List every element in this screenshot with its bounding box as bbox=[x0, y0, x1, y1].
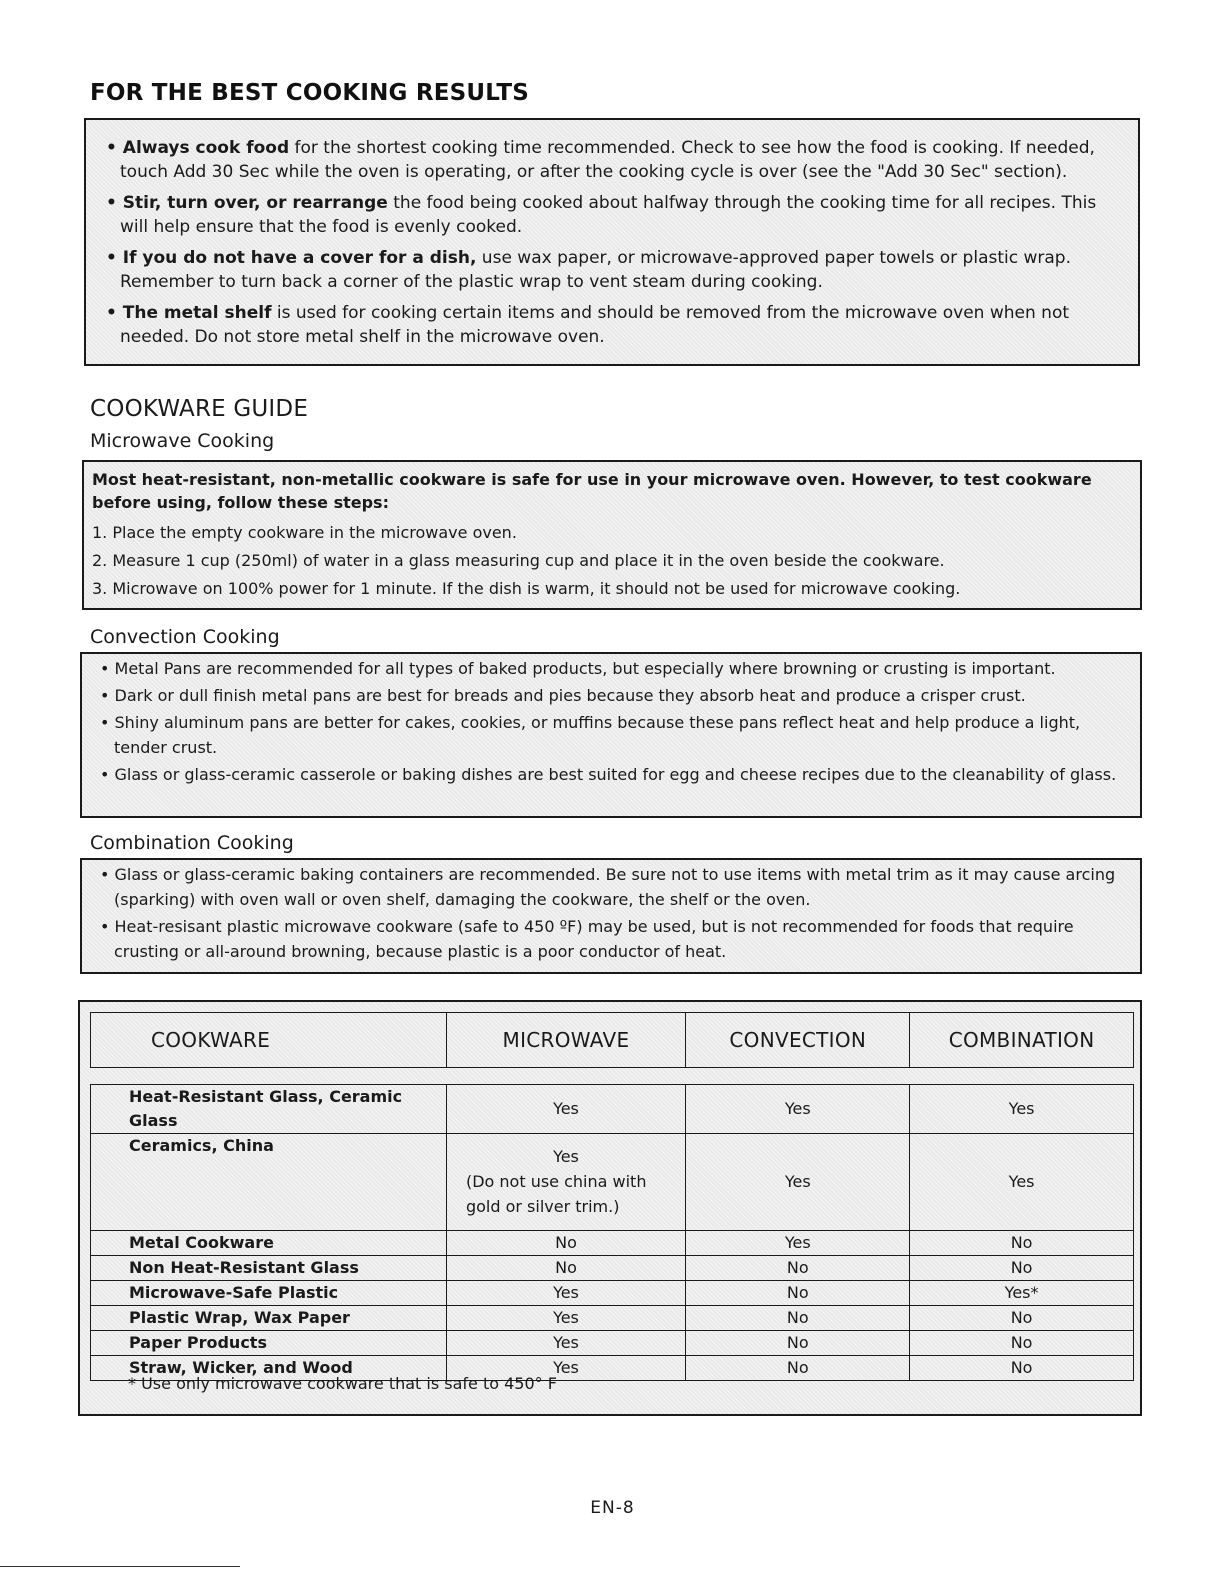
tip-text: is used for cooking certain items and should be removed from the microwave oven when not needed. Do not store metal shelf in the microwave oven. bbox=[120, 303, 1070, 347]
microwave-intro: Most heat-resistant, non-metallic cookware is safe for use in your microwave oven. However, to test cookware before using, follow these steps: bbox=[92, 470, 1092, 512]
test-step: 1. Place the empty cookware in the microwave oven. bbox=[92, 523, 517, 542]
tip-lead: • The metal shelf bbox=[106, 303, 272, 323]
table-spacer bbox=[91, 1068, 1134, 1085]
convection-item: • Dark or dull finish metal pans are best for breads and pies because they absorb heat and produce a crisper crust. bbox=[100, 686, 1026, 705]
convection-cell: No bbox=[686, 1306, 910, 1331]
table-row bbox=[91, 1134, 1134, 1231]
tip-text: the food being cooked about halfway through the cooking time for all recipes. This will help ensure that the food is evenly cooked. bbox=[120, 193, 1097, 237]
convection-list bbox=[100, 656, 1128, 787]
microwave-note: (Do not use china with gold or silver trim.) bbox=[465, 1172, 647, 1216]
convection-cell: Yes bbox=[686, 1134, 910, 1231]
cookware-cell: Ceramics, China bbox=[91, 1134, 447, 1231]
tip-lead: • Stir, turn over, or rearrange bbox=[106, 193, 388, 213]
combination-cell: No bbox=[910, 1331, 1134, 1356]
convection-item: • Glass or glass-ceramic casserole or baking dishes are best suited for egg and cheese recipes due to the cleanability of glass. bbox=[100, 765, 1117, 784]
header-microwave: MICROWAVE bbox=[446, 1013, 686, 1068]
cookware-table bbox=[90, 1012, 1134, 1381]
combination-list bbox=[100, 862, 1128, 964]
header-cookware: COOKWARE bbox=[91, 1013, 447, 1068]
cookware-cell: Plastic Wrap, Wax Paper bbox=[91, 1306, 447, 1331]
convection-cell: Yes bbox=[686, 1085, 910, 1134]
bottom-divider bbox=[0, 1566, 240, 1567]
combination-item: • Glass or glass-ceramic baking containers are recommended. Be sure not to use items with metal trim as it may cause arcing (sparking) with oven wall or oven shelf, damaging the cookware, the shelf or the oven. bbox=[100, 865, 1116, 909]
microwave-cell: No bbox=[446, 1231, 686, 1256]
best-results-title: FOR THE BEST COOKING RESULTS bbox=[90, 80, 530, 106]
combination-cell: No bbox=[910, 1306, 1134, 1331]
tip-lead: • If you do not have a cover for a dish, bbox=[106, 248, 477, 268]
convection-cell: No bbox=[686, 1281, 910, 1306]
tip-lead: • Always cook food bbox=[106, 138, 290, 158]
cookware-cell: Microwave-Safe Plastic bbox=[91, 1281, 447, 1306]
table-header-row bbox=[91, 1013, 1134, 1068]
microwave-cooking-heading: Microwave Cooking bbox=[90, 430, 275, 452]
header-convection: CONVECTION bbox=[686, 1013, 910, 1068]
cookware-cell: Heat-Resistant Glass, Ceramic Glass bbox=[91, 1085, 447, 1134]
convection-cooking-heading: Convection Cooking bbox=[90, 626, 280, 648]
cookware-guide-title: COOKWARE GUIDE bbox=[90, 396, 309, 422]
combination-item: • Heat-resisant plastic microwave cookware (safe to 450 ºF) may be used, but is not recommended for foods that require crusting or all-around browning, because plastic is a poor conductor of heat. bbox=[100, 917, 1074, 961]
combination-cooking-heading: Combination Cooking bbox=[90, 832, 294, 854]
microwave-value: Yes bbox=[553, 1147, 579, 1166]
convection-cell: Yes bbox=[686, 1231, 910, 1256]
table-row bbox=[91, 1085, 1134, 1134]
combination-cooking-box bbox=[80, 858, 1142, 974]
convection-cell: No bbox=[686, 1356, 910, 1381]
convection-cell: No bbox=[686, 1256, 910, 1281]
microwave-cell: Yes bbox=[446, 1281, 686, 1306]
header-combination: COMBINATION bbox=[910, 1013, 1134, 1068]
combination-cell: No bbox=[910, 1231, 1134, 1256]
combination-cell: No bbox=[910, 1256, 1134, 1281]
test-step: 2. Measure 1 cup (250ml) of water in a glass measuring cup and place it in the oven beside the cookware. bbox=[92, 551, 945, 570]
convection-item: • Metal Pans are recommended for all types of baked products, but especially where browning or crusting is important. bbox=[100, 659, 1056, 678]
table-row bbox=[91, 1256, 1134, 1281]
microwave-cell: Yes bbox=[446, 1085, 686, 1134]
combination-cell: No bbox=[910, 1356, 1134, 1381]
combination-cell: Yes bbox=[910, 1134, 1134, 1231]
microwave-cooking-box bbox=[82, 460, 1142, 610]
table-footnote: * Use only microwave cookware that is safe to 450° F bbox=[128, 1374, 557, 1393]
microwave-cell bbox=[446, 1134, 686, 1231]
cookware-cell: Paper Products bbox=[91, 1331, 447, 1356]
table-row bbox=[91, 1331, 1134, 1356]
convection-cooking-box bbox=[80, 652, 1142, 818]
cookware-cell: Straw, Wicker, and Wood bbox=[91, 1356, 447, 1381]
table-row bbox=[91, 1281, 1134, 1306]
microwave-cell: No bbox=[446, 1256, 686, 1281]
microwave-cell: Yes bbox=[446, 1306, 686, 1331]
combination-cell: Yes* bbox=[910, 1281, 1134, 1306]
cookware-cell: Non Heat-Resistant Glass bbox=[91, 1256, 447, 1281]
best-results-box bbox=[84, 118, 1140, 366]
convection-cell: No bbox=[686, 1331, 910, 1356]
tip-item bbox=[106, 136, 1118, 184]
test-steps bbox=[92, 522, 1130, 600]
table-row bbox=[91, 1306, 1134, 1331]
microwave-cell: Yes bbox=[446, 1331, 686, 1356]
table-row bbox=[91, 1231, 1134, 1256]
tip-text: use wax paper, or microwave-approved paper towels or plastic wrap. Remember to turn back a corner of the plastic wrap to vent steam during cooking. bbox=[120, 248, 1071, 292]
microwave-cell: Yes bbox=[446, 1356, 686, 1381]
combination-cell: Yes bbox=[910, 1085, 1134, 1134]
cookware-cell: Metal Cookware bbox=[91, 1231, 447, 1256]
convection-item: • Shiny aluminum pans are better for cakes, cookies, or muffins because these pans reflect heat and help produce a light, tender crust. bbox=[100, 713, 1081, 757]
tip-item bbox=[106, 246, 1118, 294]
test-step: 3. Microwave on 100% power for 1 minute. If the dish is warm, it should not be used for microwave cooking. bbox=[92, 579, 961, 598]
page-number: EN-8 bbox=[590, 1498, 635, 1518]
tip-item bbox=[106, 191, 1118, 239]
tip-item bbox=[106, 301, 1118, 349]
tip-text: for the shortest cooking time recommended. Check to see how the food is cooking. If needed, touch Add 30 Sec while the oven is operating, or after the cooking cycle is over (see the "Add 30 Sec" section). bbox=[120, 138, 1095, 182]
cookware-table-box bbox=[78, 1000, 1142, 1416]
